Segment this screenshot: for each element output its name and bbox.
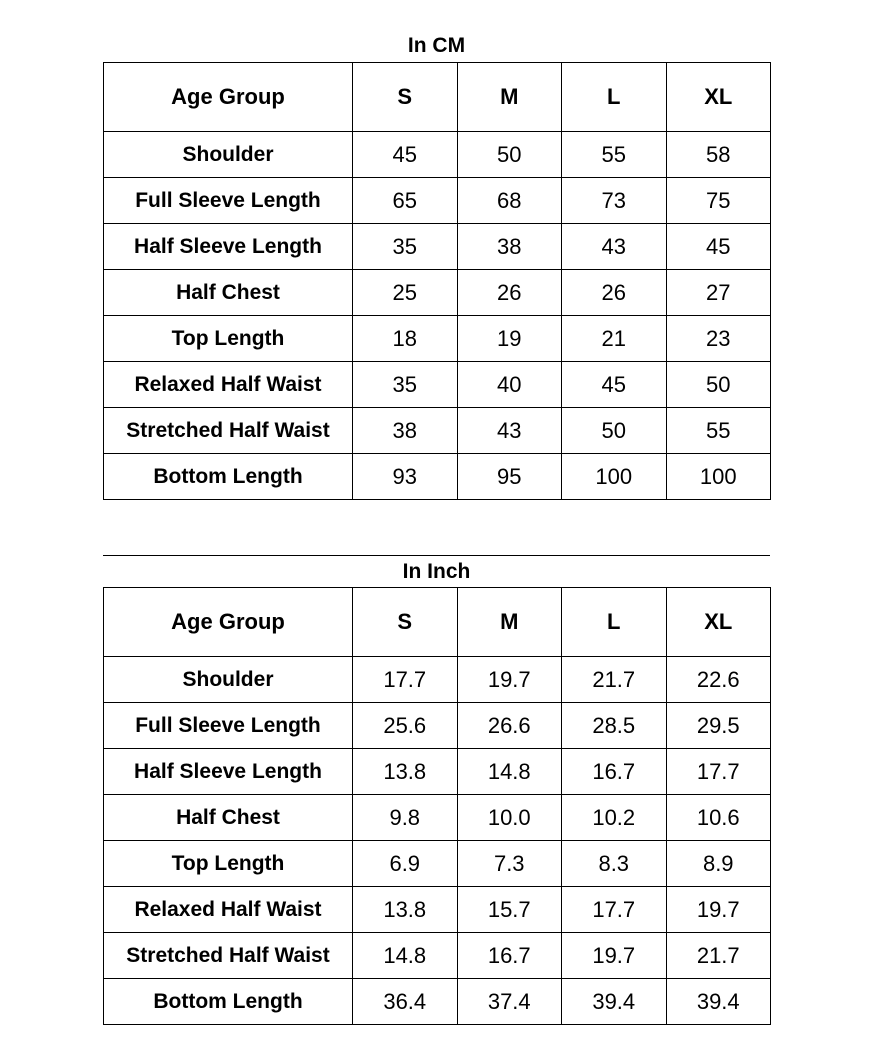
measurement-value-cell: 65 <box>353 178 458 224</box>
table-row <box>104 408 771 454</box>
measurement-value-cell: 38 <box>457 224 562 270</box>
table-row <box>104 657 771 703</box>
table-row <box>104 316 771 362</box>
measurement-value-cell: 14.8 <box>353 933 458 979</box>
measurement-value-cell: 37.4 <box>457 979 562 1025</box>
size-header-cell: S <box>353 63 458 132</box>
table-row <box>104 270 771 316</box>
measurement-value-cell: 75 <box>666 178 771 224</box>
measurement-label-cell: Bottom Length <box>104 454 353 500</box>
measurement-label-cell: Top Length <box>104 841 353 887</box>
measurement-value-cell: 6.9 <box>353 841 458 887</box>
measurement-value-cell: 73 <box>562 178 667 224</box>
measurement-value-cell: 26 <box>457 270 562 316</box>
measurement-value-cell: 43 <box>457 408 562 454</box>
header-label-cell: Age Group <box>104 588 353 657</box>
table-row <box>104 454 771 500</box>
measurement-value-cell: 58 <box>666 132 771 178</box>
measurement-value-cell: 14.8 <box>457 749 562 795</box>
measurement-value-cell: 16.7 <box>562 749 667 795</box>
measurement-value-cell: 9.8 <box>353 795 458 841</box>
size-header-cell: M <box>457 63 562 132</box>
size-table-inch <box>103 555 770 1025</box>
measurement-value-cell: 93 <box>353 454 458 500</box>
measurement-value-cell: 10.0 <box>457 795 562 841</box>
header-row <box>104 588 771 657</box>
table-row <box>104 795 771 841</box>
measurement-value-cell: 45 <box>353 132 458 178</box>
measurement-label-cell: Relaxed Half Waist <box>104 362 353 408</box>
measurement-value-cell: 26.6 <box>457 703 562 749</box>
measurement-value-cell: 43 <box>562 224 667 270</box>
header-label-cell: Age Group <box>104 63 353 132</box>
table-row <box>104 749 771 795</box>
measurement-value-cell: 55 <box>666 408 771 454</box>
measurement-label-cell: Bottom Length <box>104 979 353 1025</box>
measurement-value-cell: 45 <box>562 362 667 408</box>
measurement-value-cell: 17.7 <box>562 887 667 933</box>
measurement-value-cell: 40 <box>457 362 562 408</box>
measurement-label-cell: Half Chest <box>104 270 353 316</box>
measurement-value-cell: 8.3 <box>562 841 667 887</box>
measurement-value-cell: 50 <box>562 408 667 454</box>
measurement-value-cell: 25.6 <box>353 703 458 749</box>
measurement-value-cell: 8.9 <box>666 841 771 887</box>
measurement-value-cell: 21.7 <box>562 657 667 703</box>
size-header-cell: XL <box>666 588 771 657</box>
measurement-value-cell: 45 <box>666 224 771 270</box>
measurement-value-cell: 13.8 <box>353 887 458 933</box>
measurement-value-cell: 7.3 <box>457 841 562 887</box>
table-row <box>104 841 771 887</box>
measurement-value-cell: 36.4 <box>353 979 458 1025</box>
measurement-label-cell: Half Chest <box>104 795 353 841</box>
measurement-value-cell: 27 <box>666 270 771 316</box>
size-header-cell: S <box>353 588 458 657</box>
table-row <box>104 362 771 408</box>
measurement-value-cell: 28.5 <box>562 703 667 749</box>
measurement-value-cell: 17.7 <box>666 749 771 795</box>
measurement-value-cell: 55 <box>562 132 667 178</box>
measurement-value-cell: 19.7 <box>457 657 562 703</box>
measurement-label-cell: Relaxed Half Waist <box>104 887 353 933</box>
measurement-value-cell: 10.6 <box>666 795 771 841</box>
measurement-label-cell: Shoulder <box>104 657 353 703</box>
size-grid <box>103 587 771 1025</box>
table-caption: In Inch <box>103 555 770 587</box>
measurement-value-cell: 17.7 <box>353 657 458 703</box>
measurement-value-cell: 19 <box>457 316 562 362</box>
table-row <box>104 224 771 270</box>
measurement-value-cell: 35 <box>353 362 458 408</box>
table-row <box>104 933 771 979</box>
measurement-label-cell: Half Sleeve Length <box>104 749 353 795</box>
header-row <box>104 63 771 132</box>
size-header-cell: XL <box>666 63 771 132</box>
measurement-label-cell: Stretched Half Waist <box>104 933 353 979</box>
measurement-value-cell: 25 <box>353 270 458 316</box>
measurement-value-cell: 95 <box>457 454 562 500</box>
table-caption: In CM <box>407 34 466 57</box>
measurement-value-cell: 50 <box>457 132 562 178</box>
measurement-label-cell: Full Sleeve Length <box>104 703 353 749</box>
measurement-value-cell: 18 <box>353 316 458 362</box>
measurement-value-cell: 39.4 <box>666 979 771 1025</box>
measurement-value-cell: 15.7 <box>457 887 562 933</box>
table-row <box>104 132 771 178</box>
measurement-value-cell: 23 <box>666 316 771 362</box>
size-header-cell: L <box>562 63 667 132</box>
measurement-value-cell: 19.7 <box>666 887 771 933</box>
measurement-label-cell: Full Sleeve Length <box>104 178 353 224</box>
measurement-label-cell: Top Length <box>104 316 353 362</box>
measurement-value-cell: 68 <box>457 178 562 224</box>
measurement-value-cell: 21 <box>562 316 667 362</box>
measurement-value-cell: 39.4 <box>562 979 667 1025</box>
measurement-label-cell: Shoulder <box>104 132 353 178</box>
table-row <box>104 887 771 933</box>
size-header-cell: L <box>562 588 667 657</box>
measurement-value-cell: 13.8 <box>353 749 458 795</box>
size-header-cell: M <box>457 588 562 657</box>
measurement-value-cell: 16.7 <box>457 933 562 979</box>
measurement-value-cell: 100 <box>666 454 771 500</box>
measurement-value-cell: 38 <box>353 408 458 454</box>
measurement-value-cell: 10.2 <box>562 795 667 841</box>
measurement-value-cell: 29.5 <box>666 703 771 749</box>
measurement-value-cell: 19.7 <box>562 933 667 979</box>
table-row <box>104 703 771 749</box>
table-row <box>104 178 771 224</box>
table-row <box>104 979 771 1025</box>
measurement-value-cell: 35 <box>353 224 458 270</box>
measurement-value-cell: 26 <box>562 270 667 316</box>
measurement-value-cell: 21.7 <box>666 933 771 979</box>
measurement-label-cell: Stretched Half Waist <box>104 408 353 454</box>
measurement-value-cell: 50 <box>666 362 771 408</box>
size-table-cm <box>103 30 770 500</box>
measurement-label-cell: Half Sleeve Length <box>104 224 353 270</box>
measurement-value-cell: 100 <box>562 454 667 500</box>
size-grid <box>103 62 771 500</box>
measurement-value-cell: 22.6 <box>666 657 771 703</box>
